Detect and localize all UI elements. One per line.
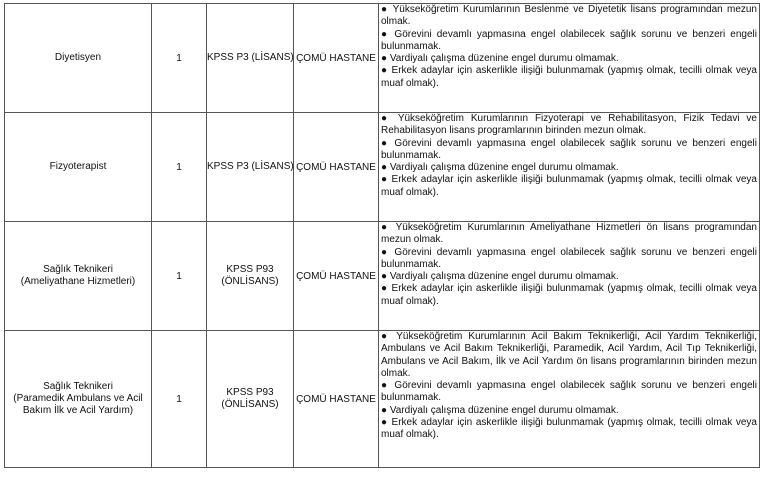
position-subtitle: Bakım İlk ve Acil Yardım) bbox=[22, 405, 134, 416]
count-cell: 1 bbox=[152, 222, 207, 331]
position-cell bbox=[5, 331, 152, 468]
requirement-item: ● Görevini devamlı yapmasına engel olabilecek sağlık sorunu ve benzeri engeli bulunmamak. bbox=[381, 28, 757, 52]
requirement-item: ● Görevini devamlı yapmasına engel olabilecek sağlık sorunu ve benzeri engeli bulunmamak. bbox=[381, 137, 757, 161]
requirement-item: ● Erkek adaylar için askerlikle ilişiği bulunmamak (yapmış olmak, tecilli olmak veya muaf olmak). bbox=[381, 416, 757, 440]
exam-cell bbox=[207, 331, 294, 468]
unit-cell: ÇOMÜ HASTANE bbox=[294, 222, 379, 331]
exam-level: (ÖNLİSANS) bbox=[221, 276, 279, 287]
table-row bbox=[5, 4, 760, 113]
count-cell: 1 bbox=[152, 331, 207, 468]
exam-type: KPSS P3 (LİSANS) bbox=[207, 161, 294, 172]
count-cell: 1 bbox=[152, 113, 207, 222]
requirement-item: ● Görevini devamlı yapmasına engel olabilecek sağlık sorunu ve benzeri engeli bulunmamak. bbox=[381, 246, 757, 270]
job-listings-table bbox=[4, 3, 760, 468]
exam-type: KPSS P3 (LİSANS) bbox=[207, 52, 294, 63]
requirement-item: ● Erkek adaylar için askerlikle ilişiği bulunmamak (yapmış olmak, tecilli olmak veya muaf olmak). bbox=[381, 65, 757, 89]
exam-type: KPSS P93 bbox=[226, 387, 274, 398]
exam-level: (ÖNLİSANS) bbox=[221, 399, 279, 410]
position-title: Sağlık Teknikeri bbox=[43, 381, 113, 392]
requirement-item: ● Yükseköğretim Kurumlarının Fizyoterapi ve Rehabilitasyon, Fizik Tedavi ve Rehabilitasyon lisans programlarının birinden mezun olmak. bbox=[381, 113, 757, 137]
table-row bbox=[5, 113, 760, 222]
requirements-cell bbox=[379, 222, 760, 331]
position-title: Diyetisyen bbox=[54, 52, 102, 63]
position-cell bbox=[5, 222, 152, 331]
requirement-item: ● Vardiyalı çalışma düzenine engel durumu olmamak. bbox=[381, 404, 619, 416]
exam-cell bbox=[207, 4, 294, 113]
position-title: Sağlık Teknikeri bbox=[43, 264, 113, 275]
requirement-item: ● Erkek adaylar için askerlikle ilişiği bulunmamak (yapmış olmak, tecilli olmak veya muaf olmak). bbox=[381, 174, 757, 198]
position-title: Fizyoterapist bbox=[49, 161, 107, 172]
requirements-cell bbox=[379, 4, 760, 113]
requirement-item: ● Vardiyalı çalışma düzenine engel durumu olmamak. bbox=[381, 162, 619, 173]
position-subtitle: (Paramedik Ambulans ve Acil bbox=[13, 393, 143, 404]
requirement-item: ● Erkek adaylar için askerlikle ilişiği bulunmamak (yapmış olmak, tecilli olmak veya muaf olmak). bbox=[381, 283, 757, 307]
position-subtitle: (Ameliyathane Hizmetleri) bbox=[20, 276, 136, 287]
unit-cell: ÇOMÜ HASTANE bbox=[294, 113, 379, 222]
requirement-item: ● Yükseköğretim Kurumlarının Acil Bakım Teknikerliği, Acil Yardım Teknikerliği, Ambulans ve Acil Bakım Teknikerliği, Paramedik, Acil Yardım, Acil Tıp Teknikerliği, Ambulans ve Acil Bakım, İlk ve Acil Yardım ön lisans programlarının birinden mezun olmak. bbox=[381, 331, 757, 379]
unit-cell: ÇOMÜ HASTANE bbox=[294, 331, 379, 468]
exam-cell bbox=[207, 113, 294, 222]
exam-cell bbox=[207, 222, 294, 331]
unit-cell: ÇOMÜ HASTANE bbox=[294, 4, 379, 113]
table-row bbox=[5, 222, 760, 331]
position-cell bbox=[5, 113, 152, 222]
requirements-cell bbox=[379, 331, 760, 468]
table-row bbox=[5, 331, 760, 468]
count-cell: 1 bbox=[152, 4, 207, 113]
requirement-item: ● Yükseköğretim Kurumlarının Ameliyathane Hizmetleri ön lisans programından mezun olmak. bbox=[381, 222, 757, 246]
position-cell bbox=[5, 4, 152, 113]
exam-type: KPSS P93 bbox=[226, 264, 274, 275]
requirement-item: ● Görevini devamlı yapmasına engel olabilecek sağlık sorunu ve benzeri engeli bulunmamak. bbox=[381, 380, 757, 404]
requirements-cell bbox=[379, 113, 760, 222]
requirement-item: ● Vardiyalı çalışma düzenine engel durumu olmamak. bbox=[381, 53, 619, 64]
requirement-item: ● Vardiyalı çalışma düzenine engel durumu olmamak. bbox=[381, 271, 619, 282]
requirement-item: ● Yükseköğretim Kurumlarının Beslenme ve Diyetetik lisans programından mezun olmak. bbox=[381, 4, 757, 28]
